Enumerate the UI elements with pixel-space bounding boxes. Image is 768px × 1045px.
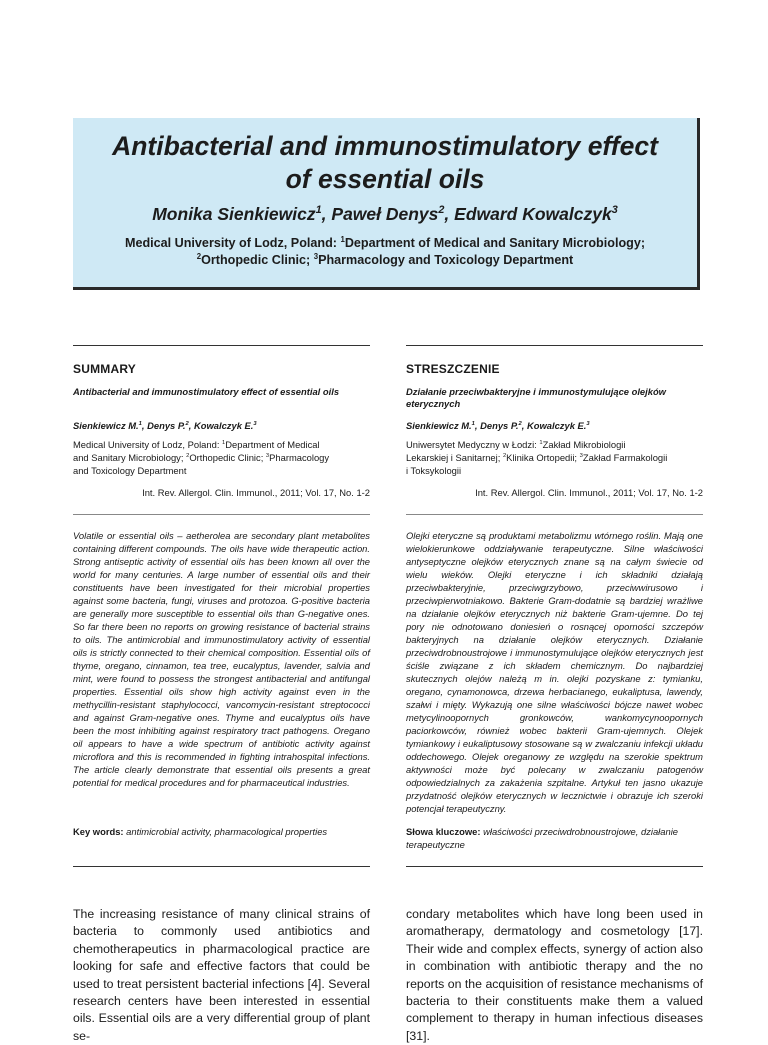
streszczenie-subtitle: Działanie przeciwbakteryjne i immunostymulujące olejków eterycznych: [406, 386, 666, 409]
summary-institution: Medical University of Lodz, Poland: $^1$Department of Medical and Sanitary Microbiology; $^2$Orthopedic Clinic; $^3$Pharmacology and Toxicology Department: [73, 439, 330, 476]
summary-citation: Int. Rev. Allergol. Clin. Immunol., 2011; Vol. 17, No. 1-2: [142, 487, 370, 498]
affiliations: Medical University of Lodz, Poland: $^1$Department of Medical and Sanitary Microbiology; $^2$Orthopedic Clinic; $^3$Pharmacology and Toxicology Department: [124, 234, 646, 267]
author-name: Paweł Denys: [331, 204, 439, 224]
summary-subtitle: Antibacterial and immunostimulatory effect of essential oils: [73, 386, 340, 397]
streszczenie-keywords: Słowa kluczowe: właściwości przeciwdrobnoustrojowe, działanie terapeutyczne: [406, 826, 678, 850]
divider-mid-right: [406, 514, 703, 515]
body-text-left: The increasing resistance of many clinical strains of bacteria to commonly used antibiotics and chemotherapeutics in pharmacological practice are looking for safe and effective factors that could be used to treat persistent bacterial infections [4]. Several research centers have been interested in essential oils. Essential oils are a very differential group of plant se-: [73, 907, 370, 1043]
summary-abstract: Volatile or essential oils – aetherolea are secondary plant metabolites containing different compounds. The oils have wide therapeutic action. Strong antiseptic activity of essential oils has been known all over the world for many centuries. A large number of essential oils and their constituents have been investigated for their microbial properties against some bacteria, fungi, viruses and protozoa. G-positive bacteria are generally more susceptible to essential oils than G-negative ones. So far there been no reports on growing resistance of bacterial strains to oils. The antimicrobial and immunostimulatory activity of essential oils is strictly connected to their chemical composition. Essential oils of thyme, oregano, cinnamon, tea tree, eucalyptus, lavender, salvia and mint, were found to possess the strongest antibacterial and antifungal properties. Essential oils show high activity against even in the methycillin-resistant staphylococci, vancomycin-resistant streptococci and against Gram-negative ones. Thyme and eucalyptus oils have been the most inhibiting against respiratory tract pathogens. Oregano oil appears to have a wide spectrum of antibiotic activity against microflora and this is recommended in fighting intrahospital infections. The article clearly demonstrate that essential oils presents a great potential for medical procedures and for pharmaceutical industries.: [73, 530, 370, 788]
streszczenie-abstract: Olejki eteryczne są produktami metabolizmu wtórnego roślin. Mają one wielokierunkowe oddziaływanie terapeutyczne. Silne właściwości antyseptyczne olejków eterycznych znane są na całym świecie od wielu wieków. Olejki eteryczne i ich składniki działają przeciwbakteryjnie, przeciwgrzybowo, przeciwwirusowo i przeciwpierwotniakowo. Bakterie Gram-dodatnie są bardziej wrażliwe na działanie olejków eterycznych niż bakterie Gram-ujemne. Do tej pory nie odnotowano doniesień o rosnącej oporności szczepów bakteryjnych na działanie olejków eterycznych. Działanie przeciwdrobnoustrojowe i immunostymulujące olejków eterycznych jest ściśle związane z ich składem chemicznym. Do najbardziej skutecznych olejów należą m in. olejki pozyskane z: tymianku, oregano, cynamonowca, drzewa herbacianego, eukaliptusa, lawendy, szałwi i mięty. Wykazują one silne właściwości bójcze nawet wobec metycylinoopornych gronkowców, wankomycynoopornych paciorkowców, również wobec bakterii Gram-ujemnych. Olejek tymiankowy i eukaliptusowy stosowane są w zwalczaniu infekcji układu oddechowego. Olejek oreganowy ze względu na szerokie spektrum aktywności może być polecany w zwalczaniu patogenów odpowiedzialnych za zakażenia szpitalne. Artykuł ten jasno ukazuje przydatność olejków eterycznych w lecznictwie i obrazuje ich szeroki potencjał terapeutyczny.: [406, 530, 703, 814]
summary-heading: SUMMARY: [73, 362, 136, 376]
summary-authors: Sienkiewicz M.$^1$, Denys P.$^2$, Kowalczyk E.$^3$: [73, 420, 257, 431]
streszczenie-institution: Uniwersytet Medyczny w Łodzi: $^1$Zakład Mikrobiologii Lekarskiej i Sanitarnej; $^2$Klinika Ortopedii; $^3$Zakład Farmakologii i Toksykologii: [406, 439, 668, 476]
author-name: Monika Sienkiewicz: [152, 204, 316, 224]
streszczenie-citation: Int. Rev. Allergol. Clin. Immunol., 2011; Vol. 17, No. 1-2: [475, 487, 703, 498]
divider-bottom-left: [73, 866, 370, 867]
author-list: Monika Sienkiewicz$^1$, Paweł Denys$^2$, Edward Kowalczyk$^3$: [152, 204, 618, 224]
divider-top-right: [406, 345, 703, 346]
title-box: [73, 118, 700, 290]
divider-mid-left: [73, 514, 370, 515]
author-name: Edward Kowalczyk: [454, 204, 612, 224]
article-title: Antibacterial and immunostimulatory effect of essential oils: [112, 131, 658, 194]
summary-keywords: Key words: antimicrobial activity, pharmacological properties: [73, 826, 328, 837]
divider-bottom-right: [406, 866, 703, 867]
streszczenie-authors: Sienkiewicz M.$^1$, Denys P.$^2$, Kowalczyk E.$^3$: [406, 420, 590, 431]
streszczenie-heading: STRESZCZENIE: [406, 362, 500, 376]
body-text-right: condary metabolites which have long been used in aromatherapy, dermatology and cosmetology [17]. Their wide and complex effects, synergy of action also in combination with antibiotic therapy and the no reports on the acquisition of resistance mechanisms of bacteria to their constituents make them a valued complement to therapy in human infectious diseases [31].: [406, 907, 703, 1043]
divider-top-left: [73, 345, 370, 346]
